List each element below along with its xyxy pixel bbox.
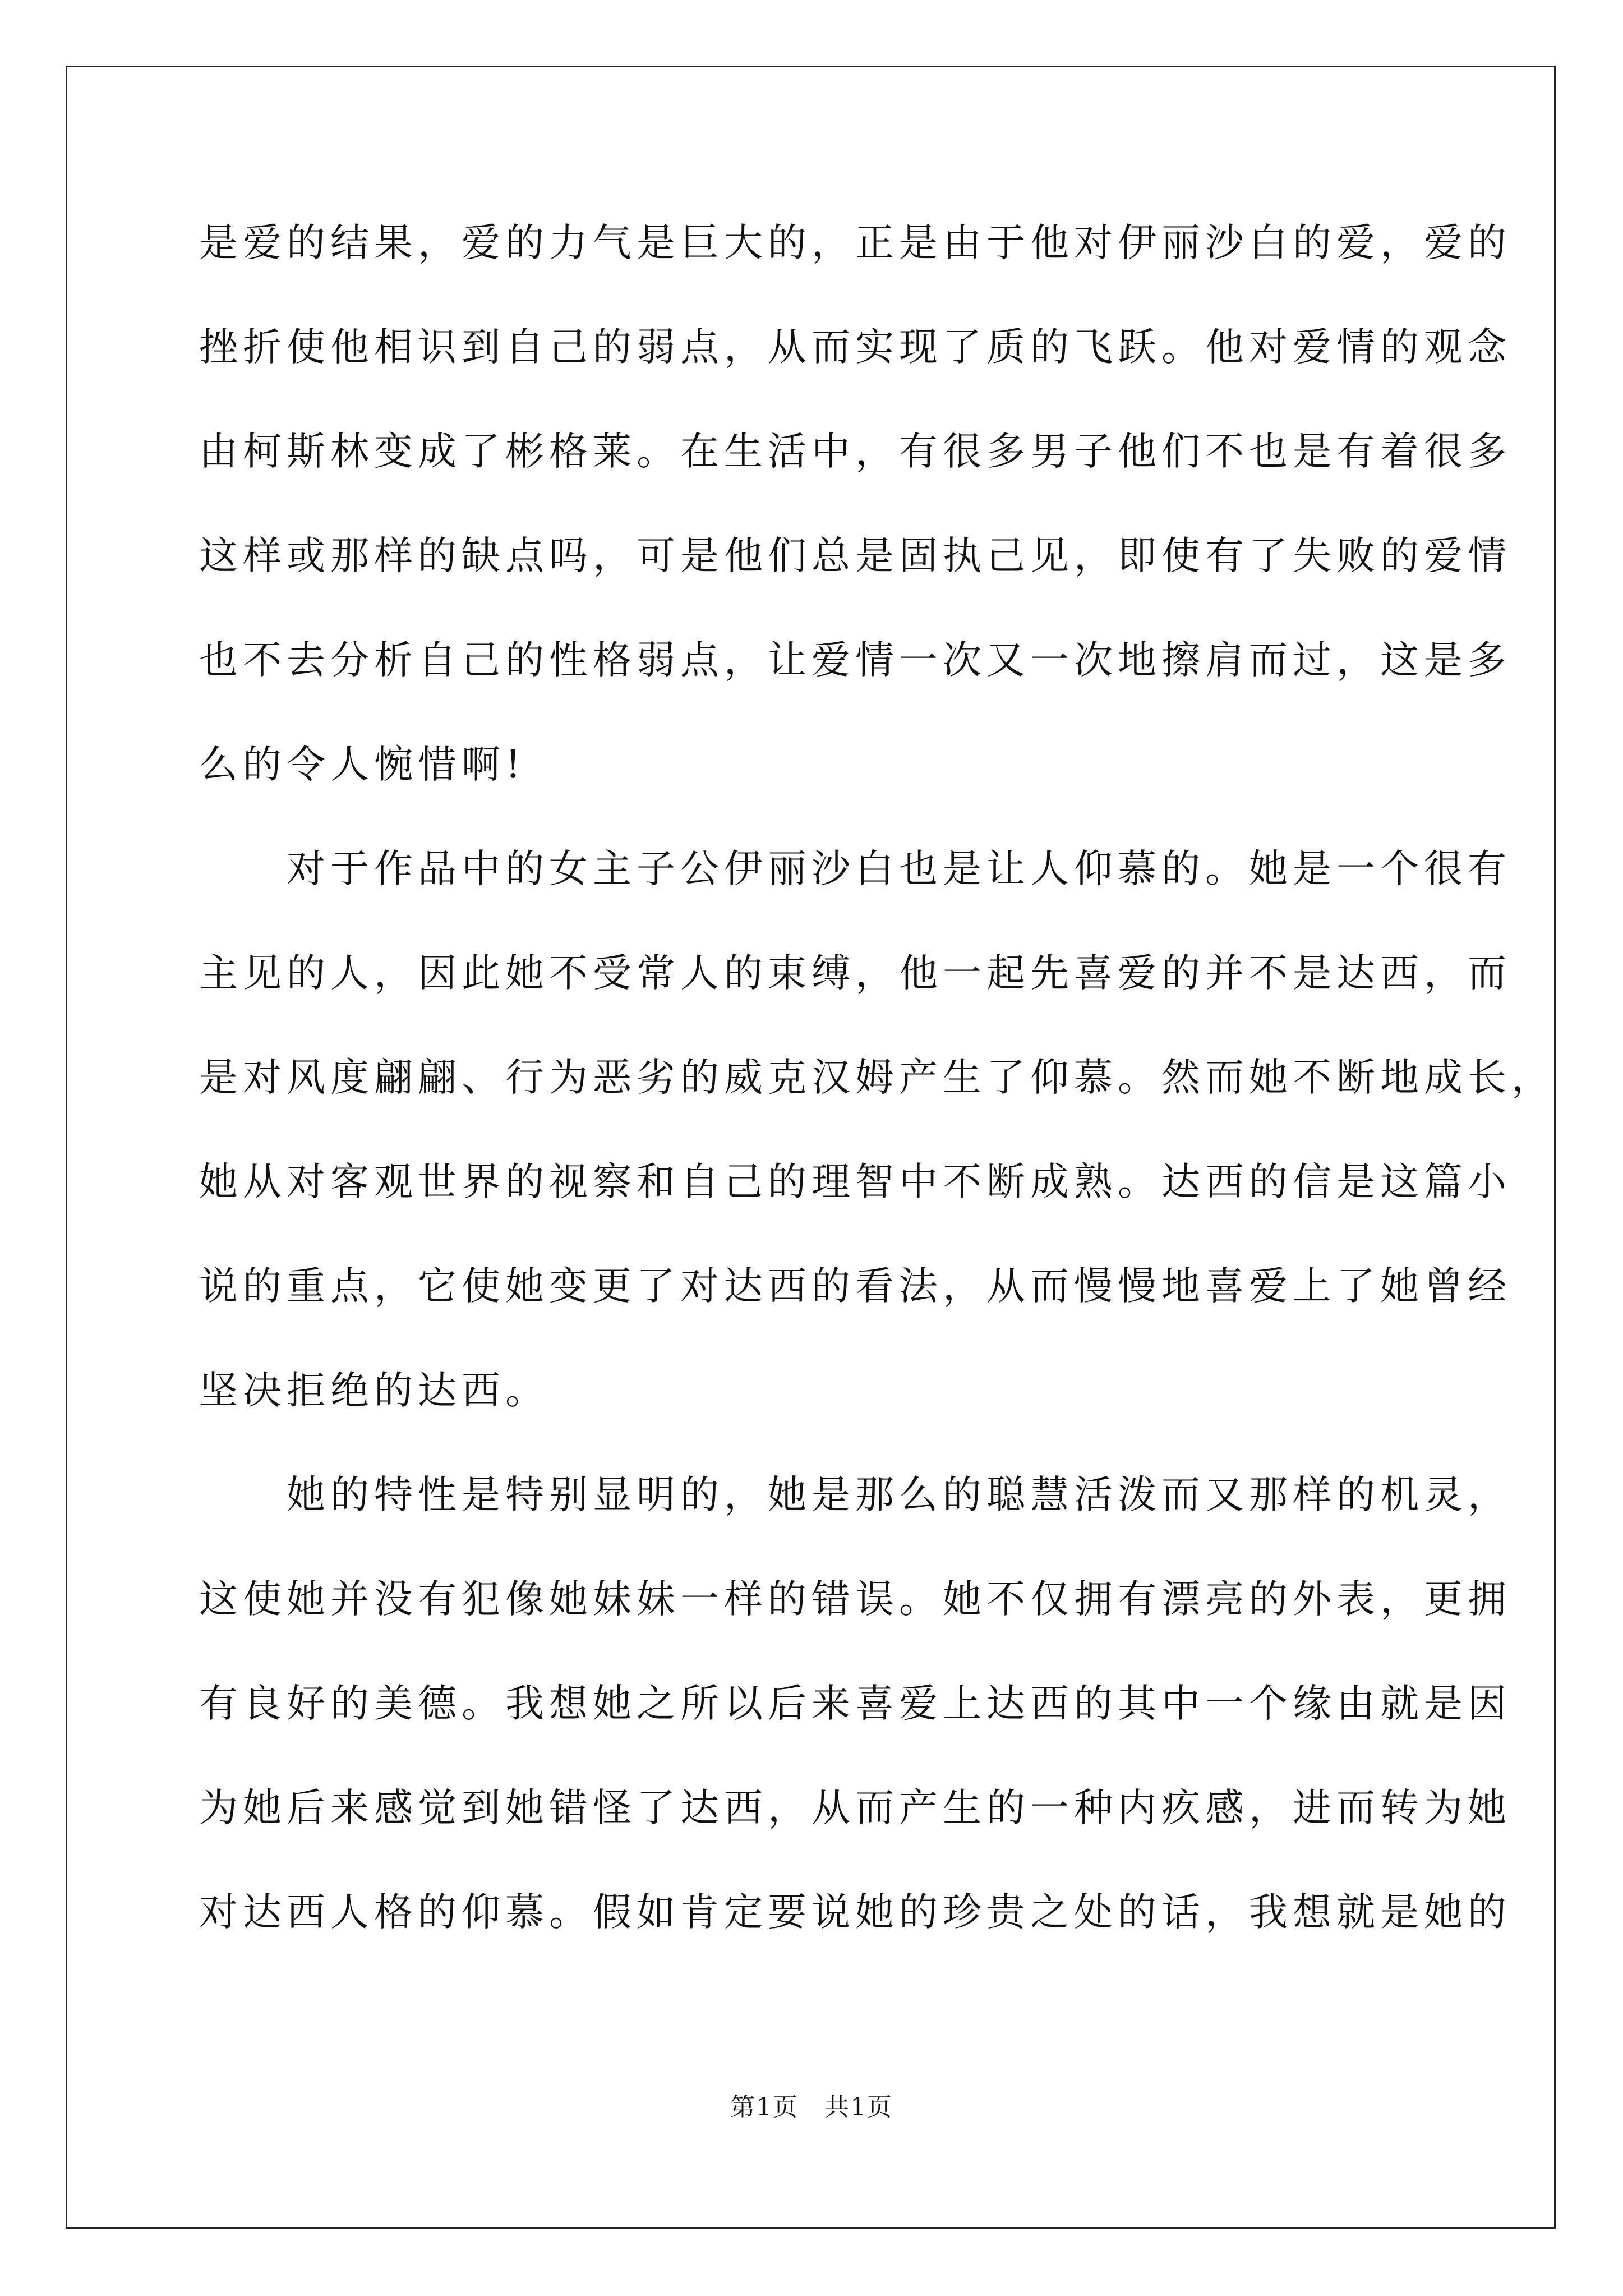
text-line: 她的特性是特别显明的，她是那么的聪慧活泼而又那样的机灵， (199, 1473, 1511, 1517)
text-line: 是爱的结果，爱的力气是巨大的，正是由于他对伊丽沙白的爱，爱的 (199, 220, 1511, 265)
text-line: 说的重点，它使她变更了对达西的看法，从而慢慢地喜爱上了她曾经 (199, 1264, 1511, 1309)
document-body (199, 191, 1555, 1964)
text-line: 挫折使他相识到自己的弱点，从而实现了质的飞跃。他对爱情的观念 (199, 325, 1511, 370)
text-line: 对于作品中的女主子公伊丽沙白也是让人仰慕的。她是一个很有 (199, 846, 1511, 891)
text-line: 么的令人惋惜啊! (199, 742, 526, 787)
paragraph-3 (199, 1443, 1511, 1964)
text-line: 是对风度翩翩、行为恶劣的威克汉姆产生了仰慕。然而她不断地成长， (199, 1055, 1555, 1100)
text-line: 由柯斯林变成了彬格莱。在生活中，有很多男子他们不也是有着很多 (199, 429, 1511, 474)
text-line: 也不去分析自己的性格弱点，让爱情一次又一次地擦肩而过，这是多 (199, 638, 1511, 683)
text-line: 这样或那样的缺点吗，可是他们总是固执己见，即使有了失败的爱情 (199, 533, 1511, 578)
text-line: 她从对客观世界的视察和自己的理智中不断成熟。达西的信是这篇小 (199, 1159, 1511, 1204)
paragraph-2 (199, 817, 1555, 1443)
text-line: 对达西人格的仰慕。假如肯定要说她的珍贵之处的话，我想就是她的 (199, 1890, 1511, 1935)
text-line: 这使她并没有犯像她妹妹一样的错误。她不仅拥有漂亮的外表，更拥 (199, 1577, 1511, 1622)
text-line: 为她后来感觉到她错怪了达西，从而产生的一种内疚感，进而转为她 (199, 1786, 1511, 1830)
text-line: 主见的人，因此她不受常人的束缚，他一起先喜爱的并不是达西，而 (199, 951, 1511, 996)
paragraph-1 (199, 191, 1511, 817)
text-line: 坚决拒绝的达西。 (199, 1368, 549, 1413)
page-footer: 第1页 共1页 (730, 2093, 893, 2122)
text-line: 有良好的美德。我想她之所以后来喜爱上达西的其中一个缘由就是因 (199, 1681, 1511, 1726)
